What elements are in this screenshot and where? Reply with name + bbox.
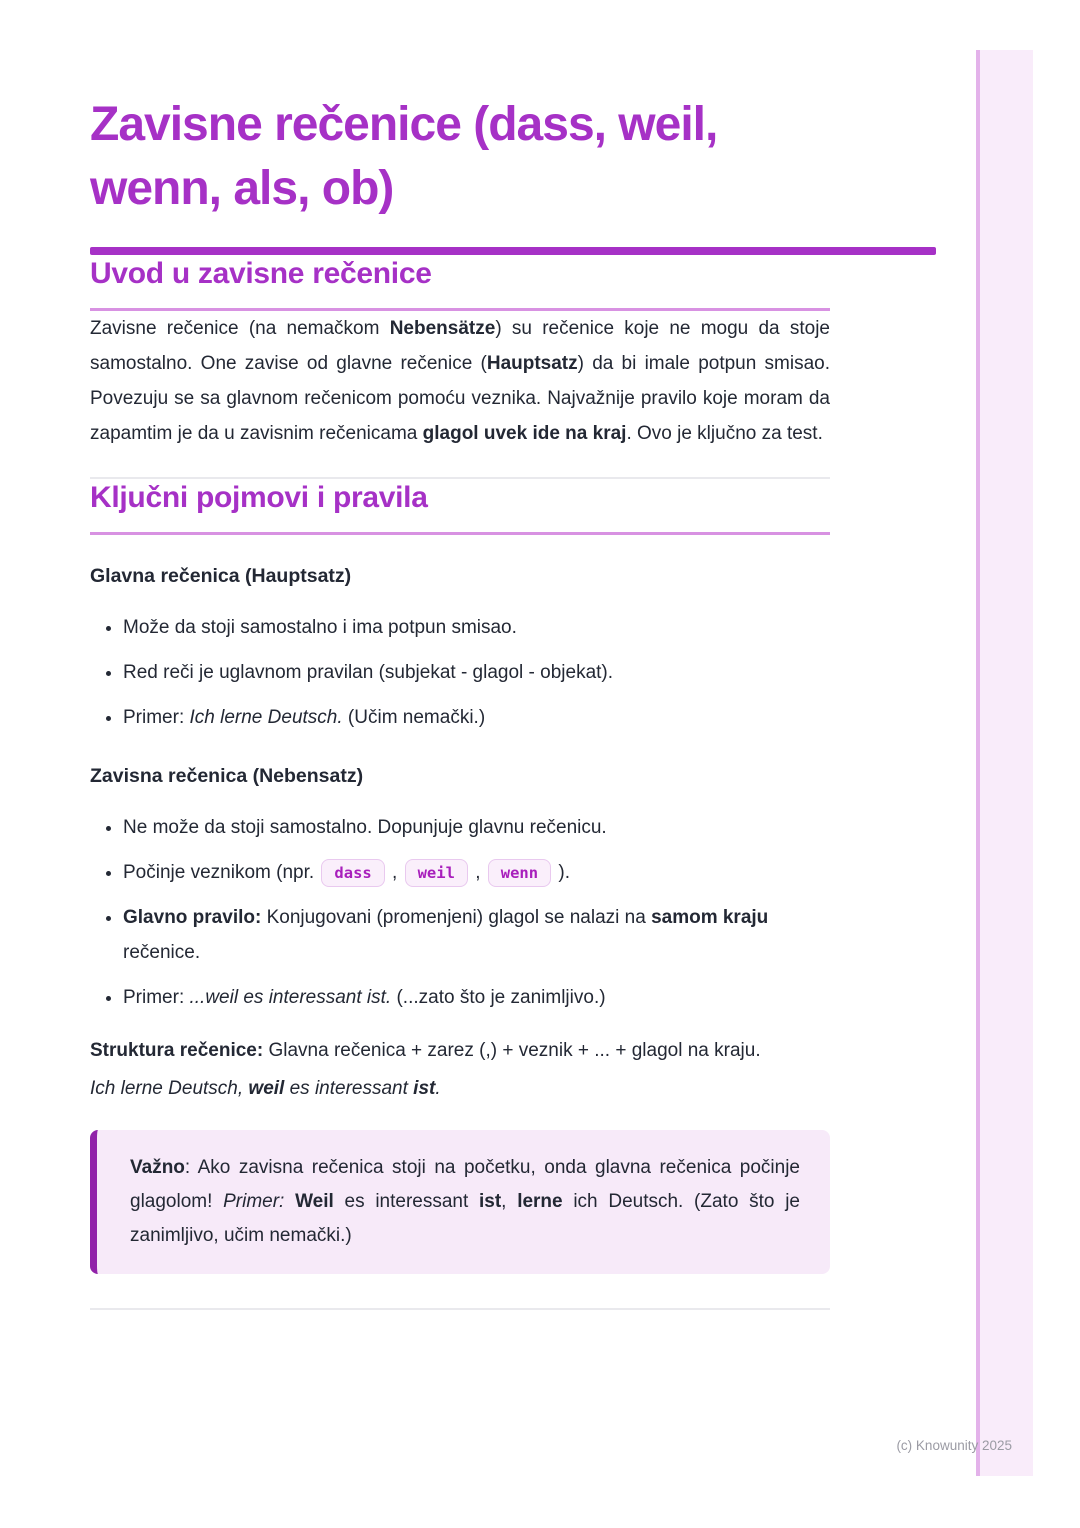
heading-underline [90,532,830,535]
page-title: Zavisne rečenice (dass, weil, wenn, als, ob) [90,98,718,215]
list-item: • Red reči je uglavnom pravilan (subjekat - glagol - objekat). [123,655,830,690]
list-item: • Primer: Ich lerne Deutsch. (Učim nemački.) [123,700,830,735]
nebensatz-bullet-list [90,810,830,1015]
intro-paragraph: Zavisne rečenice (na nemačkom Nebensätze) su rečenice koje ne mogu da stoje samostalno. One zavise od glavne rečenice (Hauptsatz) da bi imale potpun smisao. Povezuju se sa glavnom rečenicom pomoću veznika. Najvažnije pravilo koje moram da zapamtim je da u zavisnim rečenicama glagol uvek ide na kraj. Ovo je ključno za test. [90,318,830,444]
section-kljucni-pojmovi [90,479,830,1274]
list-item: • Primer: ...weil es interessant ist. (...zato što je zanimljivo.) [123,980,830,1015]
structure-paragraph [90,1032,830,1108]
bottom-divider [90,1308,830,1310]
subheading-hauptsatz: Glavna rečenica (Hauptsatz) [90,565,352,587]
copyright-text: (c) Knowunity 2025 [896,1438,1012,1453]
list-item: • Može da stoji samostalno i ima potpun smisao. [123,610,830,645]
side-strip [976,50,1033,1476]
structure-example-line: Ich lerne Deutsch, weil es interessant ist. [90,1078,441,1099]
document-content [90,0,830,1310]
list-item: • Ne može da stoji samostalno. Dopunjuje glavnu rečenicu. [123,810,830,845]
section-heading-uvod: Uvod u zavisne rečenice [90,257,432,290]
list-item: • Počinje veznikom (npr. dass , weil , wenn ). [123,855,830,890]
important-callout [90,1130,830,1274]
hauptsatz-bullet-list [90,610,830,735]
subheading-nebensatz: Zavisna rečenica (Nebensatz) [90,765,364,787]
callout-text: Važno: Ako zavisna rečenica stoji na početku, onda glavna rečenica počinje glagolom! Primer: Weil es interessant ist, lerne ich Deutsch. (Zato što je zanimljivo, učim nemački.) [130,1157,800,1246]
list-item: • Glavno pravilo: Konjugovani (promenjeni) glagol se nalazi na samom kraju rečenice. [123,900,830,970]
title-rule [90,247,936,255]
section-uvod [90,255,830,451]
structure-rule-line: Struktura rečenice: Glavna rečenica + zarez (,) + veznik + ... + glagol na kraju. [90,1040,761,1061]
section-heading-kljucni: Ključni pojmovi i pravila [90,481,428,514]
